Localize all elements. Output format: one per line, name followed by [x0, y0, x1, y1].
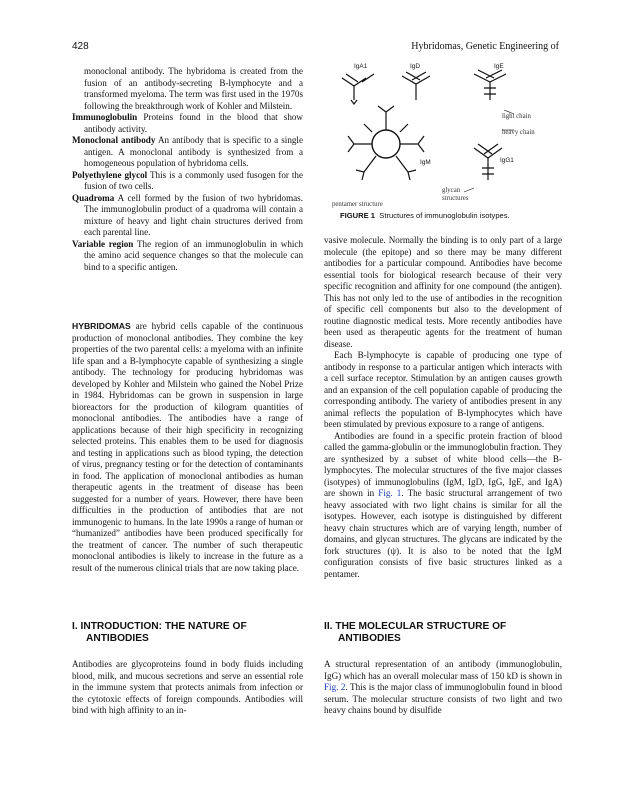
figure-caption — [340, 211, 510, 220]
label-light-chain: light chain — [502, 113, 531, 120]
running-title: Hybridomas, Genetic Engineering of — [411, 41, 559, 52]
page-number: 428 — [72, 41, 89, 52]
paragraph-text: Antibodies are found in a specific protein fraction of blood called the gamma-globulin or the immunoglobulin fraction. They are synthesized by a subset of white blood cells—the B-lymphocytes. The molecular structures of the five major classes (isotypes) of immunoglobulins (IgM, IgD, IgG, IgE, and IgA) are shown in — [324, 430, 562, 498]
glossary-term: Variable region — [72, 238, 134, 249]
paragraph-text: . The basic structural arrangement of two heavy associated with two light chains is similar for all the isotypes. However, each isotype is distinguished by different heavy chain structures which are of varying length, number of domains, and glycan structures. The glycans are indicated by the fork structures (ψ). It is also to be noted that the IgM configuration consists of five basic structures linked as a pentamer. — [324, 488, 562, 579]
glossary-term: Monoclonal antibody — [72, 135, 156, 145]
glossary-entry — [72, 239, 303, 274]
figure-1-link[interactable]: Fig. 1 — [378, 488, 402, 498]
label-igg1: IgG1 — [500, 157, 514, 164]
paragraph: vasive molecule. Normally the binding is to only part of a large molecule (the epitope) and so there may be many different antibodies for a particular compound. Antibodies have become essential tools for biological research because of their very specific recognition and affinity for one compound (the antigen). This has not only led to the use of antibodies in the recognition of specific cell components but also to the development of routine diagnostic medical tests. More recently antibodies have been used as therapeutic agents for the treatment of human disease. — [324, 235, 562, 349]
intro-paragraph — [72, 321, 303, 574]
figure-2-link[interactable]: Fig. 2 — [324, 682, 346, 692]
glossary-continuation: monoclonal antibody. The hybridoma is created from the fusion of an antibody-secreting B-lymphocyte and a transformed myeloma. The term was first used in the 1970s following the breakthrough work of Kohler and Milstein. — [84, 66, 303, 111]
glossary-def: An antibody that is specific to a single antigen. A monoclonal antibody is synthesized from a homogeneous population of hybridoma cells. — [84, 135, 303, 168]
section-title: THE MOLECULAR STRUCTURE OF ANTIBODIES — [335, 621, 507, 644]
glossary-term: Quadroma — [72, 192, 115, 203]
section2-paragraph — [324, 659, 562, 717]
paragraph — [324, 431, 562, 581]
figure-immunoglobulin-isotypes — [324, 60, 562, 230]
section1-text: Antibodies are glycoproteins found in body fluids including blood, milk, and mucous secretions and serve an essential role in the immune system that protects animals from infection or the cytotoxic effects of foreign compounds. Antibodies will bind with high affinity to an in- — [72, 659, 303, 715]
right-column-text — [324, 235, 562, 580]
section-title: INTRODUCTION: THE NATURE OF ANTIBODIES — [80, 621, 247, 644]
igg1-structure — [474, 144, 502, 180]
label-iga1: IgA1 — [354, 63, 368, 70]
glossary-term: Polyethylene glycol — [72, 169, 148, 180]
glossary-entry — [72, 193, 303, 239]
figure-diagram — [324, 60, 562, 210]
glossary-def: The region of an immunoglobulin in which the amino acid sequence changes so that the molecule can bind to a specific antigen. — [84, 238, 304, 272]
intro-lead: HYBRIDOMAS — [72, 321, 131, 331]
glossary-entry — [72, 112, 303, 135]
label-ige: IgE — [494, 63, 504, 70]
glossary-entry — [72, 135, 303, 170]
iga1-structure — [342, 74, 374, 104]
glossary — [72, 66, 303, 273]
intro-text: are hybrid cells capable of the continuous production of monoclonal antibodies. They combine the key properties of the two parental cells: a myeloma with an infinite life span and a B-lymphocyte capable of synthesizing a single antibody. The technology for producing hybridomas was developed by Kohler and Milstein who gained the Nobel Prize in 1984. Hybridomas can be grown in suspension in large bioreactors for the production of kilogram quantities of monoclonal antibodies. The antibodies have a range of applications because of their high specificity in recognizing selected proteins. This enables them to be used for diagnosis and testing in applications such as blood typing, the detection of virus, pregnancy testing or for the detection of contaminants in food. The application of monoclonal antibodies as human therapeutic agents in the treatment of disease has been suggested for a number of years. However, there have been difficulties in the production of antibodies that are not immunogenic to humans. In the late 1990s a range of human or “humanized” antibodies have been produced specifically for the treatment of cancer. The number of such therapeutic monoclonal antibodies is likely to increase in the future as a result of the numerous clinical trials that are now taking place. — [72, 321, 303, 573]
label-pentamer: pentamer structure — [332, 201, 383, 208]
section-heading — [324, 621, 562, 645]
figure-caption-text: Structures of immunoglobulin isotypes. — [379, 211, 510, 220]
glossary-entry — [72, 170, 303, 193]
igm-pentamer — [348, 106, 424, 180]
glossary-def: This is a commonly used fusogen for the fusion of two cells. — [84, 169, 303, 191]
label-structures: structures — [442, 195, 469, 202]
section-number: II. — [324, 621, 333, 632]
glossary-term: Immunoglobulin — [72, 112, 138, 122]
section-number: I. — [72, 621, 78, 632]
glossary-def: A cell formed by the fusion of two hybridomas. The immunoglobulin product of a quadroma will contain a mixture of heavy and light chain structures derived from each parental line. — [84, 192, 303, 237]
label-heavy-chain: heavy chain — [502, 129, 535, 136]
paragraph: Each B-lymphocyte is capable of producing one type of antibody in response to a particular antigen which interacts with a cell surface receptor. Stimulation by an antigen causes growth and an expansion of the cell population capable of producing the corresponding antibody. The variety of antibodies present in any animal reflects the population of B-lymphocytes which have been stimulated by previous exposure to a range of antigens. — [324, 350, 562, 429]
igd-structure — [402, 72, 430, 100]
section-heading — [72, 621, 303, 645]
paragraph-text: . This is the major class of immunoglobulin found in blood serum. The molecular structure consists of two light and two heavy chains bound by disulfide — [324, 682, 562, 715]
figure-caption-label: FIGURE 1 — [340, 211, 376, 220]
label-glycan: glycan — [442, 187, 461, 194]
paragraph-text: A structural representation of an antibody (immunoglobulin, IgG) which has an overall molecular mass of 150 kD is shown in — [324, 659, 562, 681]
label-igm: IgM — [420, 159, 431, 166]
ige-structure — [474, 70, 506, 100]
label-igd: IgD — [410, 63, 420, 70]
glossary-def: Proteins found in the blood that show antibody activity. — [84, 112, 303, 134]
section1-paragraph — [72, 659, 303, 717]
